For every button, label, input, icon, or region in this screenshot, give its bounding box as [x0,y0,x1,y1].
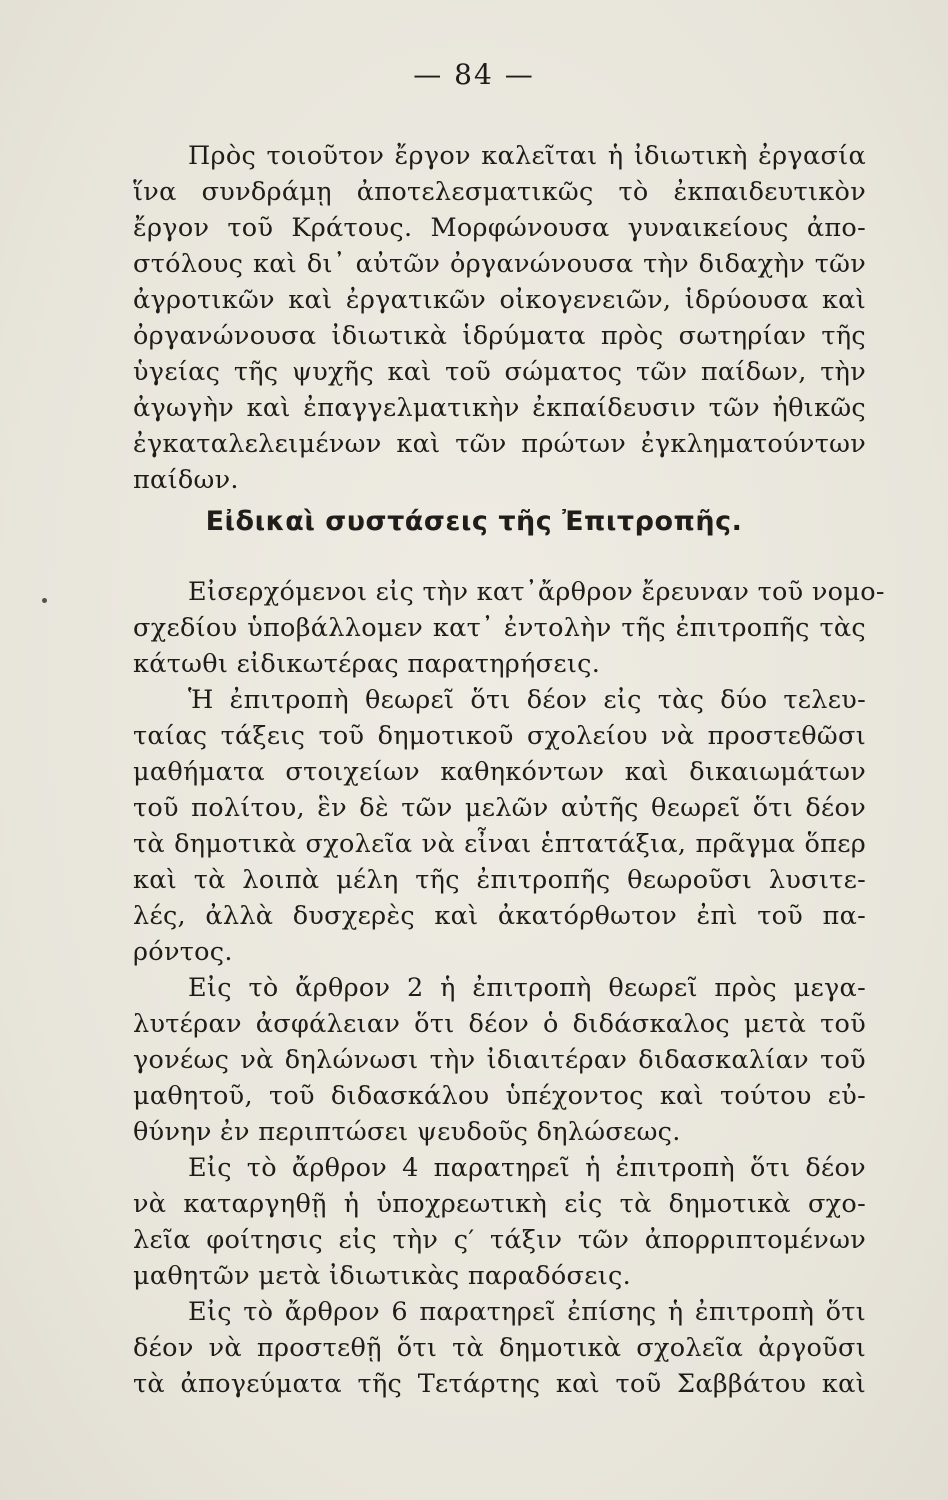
text-line: μαθητοῦ, τοῦ διδασκάλου ὑπέχοντος καὶ τούτου εὐ- [133,1081,866,1111]
text-line: ρόντος. [133,937,233,967]
text-line: τὰ δημοτικὰ σχολεῖα νὰ εἶναι ἑπτατάξια, πρᾶγμα ὅπερ [133,829,866,859]
text-line: ὀργανώνουσα ἰδιωτικὰ ἱδρύματα πρὸς σωτηρίαν τῆς [133,321,866,351]
text-line: δέον νὰ προστεθῇ ὅτι τὰ δημοτικὰ σχολεῖα ἀργοῦσι [133,1333,866,1363]
text-line: λυτέραν ἀσφάλειαν ὅτι δέον ὁ διδάσκαλος μετὰ τοῦ [133,1009,866,1039]
text-line: ὑγείας τῆς ψυχῆς καὶ τοῦ σώματος τῶν παίδων, τὴν [133,357,866,387]
text-line: Εἰσερχόμενοι εἰς τὴν κατ᾽ἄρθρον ἔρευναν τοῦ νομο- [188,577,885,607]
text-line: θύνην ἐν περιπτώσει ψευδοῦς δηλώσεως. [133,1117,681,1147]
text-line: Εἰς τὸ ἄρθρον 2 ἡ ἐπιτροπὴ θεωρεῖ πρὸς μεγα- [188,973,866,1003]
text-line: στόλους καὶ δι᾽ αὐτῶν ὀργανώνουσα τὴν διδαχὴν τῶν [133,249,866,279]
text-line: Πρὸς τοιοῦτον ἔργον καλεῖται ἡ ἰδιωτικὴ ἐργασία [188,141,866,171]
text-line: παίδων. [133,465,239,495]
text-line: μαθητῶν μετὰ ἰδιωτικὰς παραδόσεις. [133,1261,632,1291]
text-line: ἐγκαταλελειμένων καὶ τῶν πρώτων ἐγκληματούντων [133,429,866,459]
page-number: — 84 — [413,58,535,91]
text-line: ταίας τάξεις τοῦ δημοτικοῦ σχολείου νὰ προστεθῶσι [133,721,866,751]
text-line: τοῦ πολίτου, ἓν δὲ τῶν μελῶν αὐτῆς θεωρεῖ ὅτι δέον [133,793,866,823]
text-line: ἵνα συνδράμῃ ἀποτελεσματικῶς τὸ ἐκπαιδευτικὸν [133,177,866,207]
text-line: ἀγροτικῶν καὶ ἐργατικῶν οἰκογενειῶν, ἱδρύουσα καὶ [133,285,866,315]
text-line: ἔργον τοῦ Κράτους. Μορφώνουσα γυναικείους ἀπο- [133,213,866,243]
text-line: καὶ τὰ λοιπὰ μέλη τῆς ἐπιτροπῆς θεωροῦσι λυσιτε- [133,865,866,895]
text-line: γονέως νὰ δηλώνωσι τὴν ἰδιαιτέραν διδασκαλίαν τοῦ [133,1045,866,1075]
text-line: λεῖα φοίτησις εἰς τὴν ς′ τάξιν τῶν ἀπορριπτομένων [133,1225,866,1255]
text-line: τὰ ἀπογεύματα τῆς Τετάρτης καὶ τοῦ Σαββάτου καὶ [133,1369,866,1399]
text-line: λές, ἀλλὰ δυσχερὲς καὶ ἀκατόρθωτον ἐπὶ τοῦ πα- [133,901,866,931]
text-line: μαθήματα στοιχείων καθηκόντων καὶ δικαιωμάτων [133,757,866,787]
text-line: κάτωθι εἰδικωτέρας παρατηρήσεις. [133,649,601,679]
text-line: Εἰς τὸ ἄρθρον 4 παρατηρεῖ ἡ ἐπιτροπὴ ὅτι δέον [188,1153,866,1183]
text-line: Εἰς τὸ ἄρθρον 6 παρατηρεῖ ἐπίσης ἡ ἐπιτροπὴ ὅτι [188,1297,866,1327]
text-line: ἀγωγὴν καὶ ἐπαγγελματικὴν ἐκπαίδευσιν τῶν ἠθικῶς [133,393,866,423]
text-line: Ἡ ἐπιτροπὴ θεωρεῖ ὅτι δέον εἰς τὰς δύο τελευ- [188,685,866,715]
text-line: νὰ καταργηθῇ ἡ ὑποχρεωτικὴ εἰς τὰ δημοτικὰ σχο- [133,1189,866,1219]
paper-speck [42,598,47,603]
text-line: σχεδίου ὑποβάλλομεν κατ᾽ ἐντολὴν τῆς ἐπιτροπῆς τὰς [133,613,866,643]
section-heading: Εἰδικαὶ συστάσεις τῆς Ἐπιτροπῆς. [205,506,743,537]
